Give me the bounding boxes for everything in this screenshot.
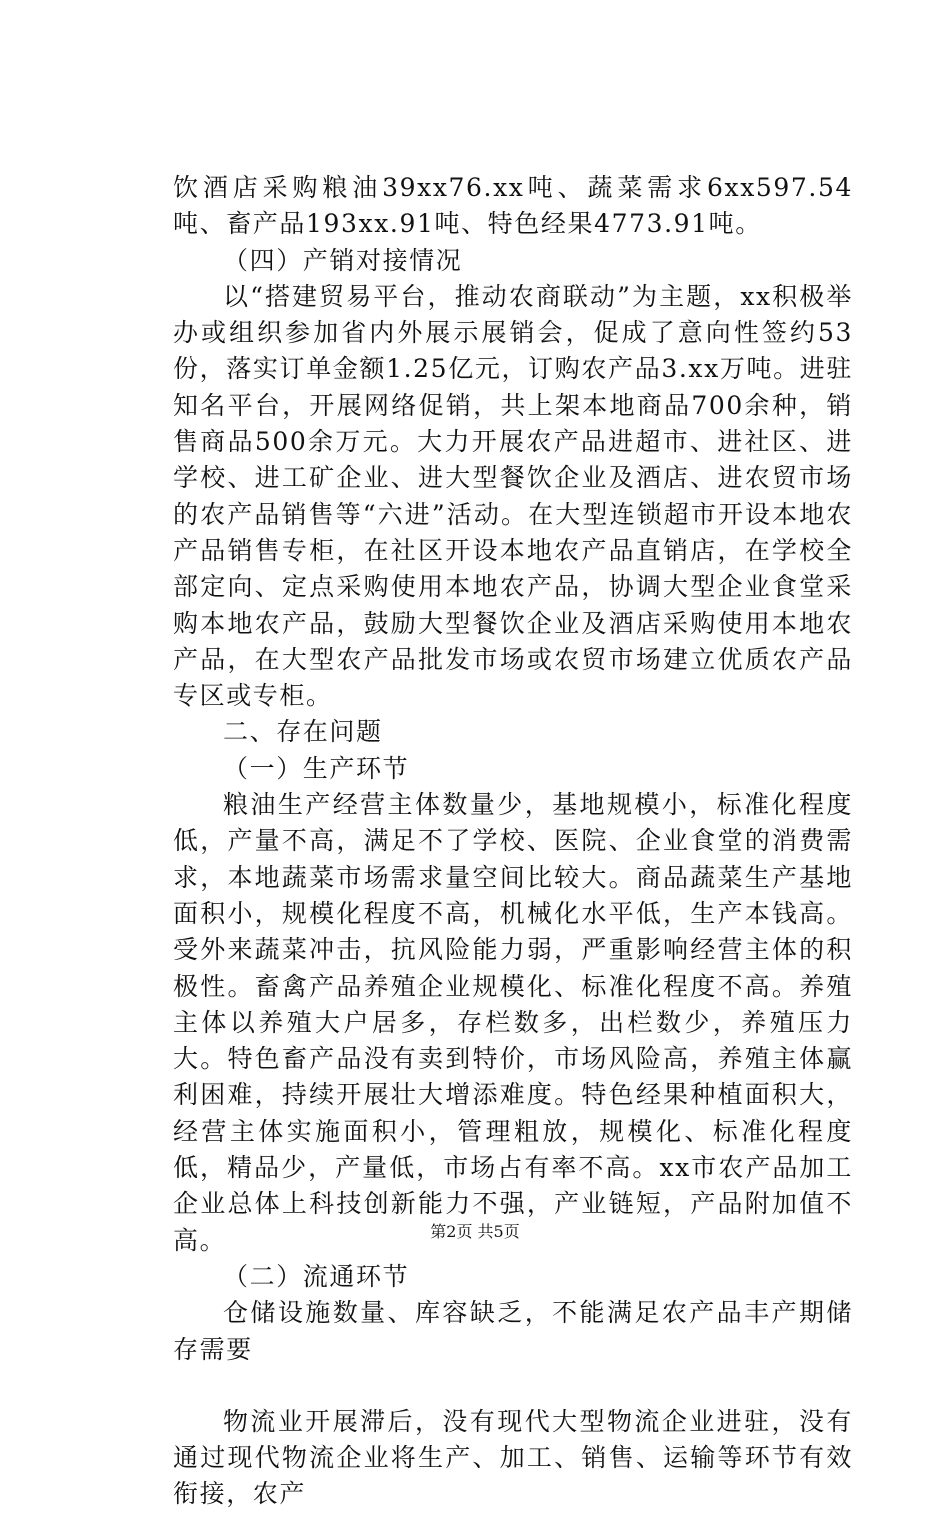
paragraph-production: 粮油生产经营主体数量少，基地规模小，标准化程度低，产量不高，满足不了学校、医院、企业食堂的消费需求，本地蔬菜市场需求量空间比较大。商品蔬菜生产基地面积小，规模化程度不高，机械化水平低，生产本钱高。受外来蔬菜冲击，抗风险能力弱，严重影响经营主体的积极性。畜禽产品养殖企业规模化、标准化程度不高。养殖主体以养殖大户居多，存栏数多，出栏数少，养殖压力大。特色畜产品没有卖到特价，市场风险高，养殖主体赢利困难，持续开展壮大增添难度。特色经果种植面积大，经营主体实施面积小，管理粗放，规模化、标准化程度低，精品少，产量低，市场占有率不高。xx市农产品加工企业总体上科技创新能力不强，产业链短，产品附加值不高。 [173, 790, 853, 1255]
document-body [173, 170, 853, 1513]
page-footer: 第2页 共5页 [430, 1222, 520, 1241]
paragraph-spacer [173, 1368, 853, 1404]
subheading-production: （一）生产环节 [223, 753, 410, 783]
subheading-production-marketing: （四）产销对接情况 [223, 245, 463, 275]
paragraph-logistics: 物流业开展滞后，没有现代大型物流企业进驻，没有通过现代物流企业将生产、加工、销售、运输等环节有效衔接，农产 [173, 1406, 853, 1509]
paragraph-marketing: 以“搭建贸易平台，推动农商联动”为主题，xx积极举办或组织参加省内外展示展销会，促成了意向性签约53份，落实订单金额1.25亿元，订购农产品3.xx万吨。进驻知名平台，开展网络促销，共上架本地商品700余种，销售商品500余万元。大力开展农产品进超市、进社区、进学校、进工矿企业、进大型餐饮企业及酒店、进农贸市场的农产品销售等“六进”活动。在大型连锁超市开设本地农产品销售专柜，在社区开设本地农产品直销店，在学校全部定向、定点采购使用本地农产品，协调大型企业食堂采购本地农产品，鼓励大型餐饮企业及酒店采购使用本地农产品，在大型农产品批发市场或农贸市场建立优质农产品专区或专柜。 [173, 281, 853, 711]
paragraph-continuation: 饮酒店采购粮油39xx76.xx吨、蔬菜需求6xx597.54吨、畜产品193xx.91吨、特色经果4773.91吨。 [173, 173, 853, 239]
paragraph-storage: 仓储设施数量、库容缺乏，不能满足农产品丰产期储存需要 [173, 1298, 853, 1364]
subheading-circulation: （二）流通环节 [223, 1261, 410, 1291]
section-heading-problems: 二、存在问题 [223, 717, 383, 747]
